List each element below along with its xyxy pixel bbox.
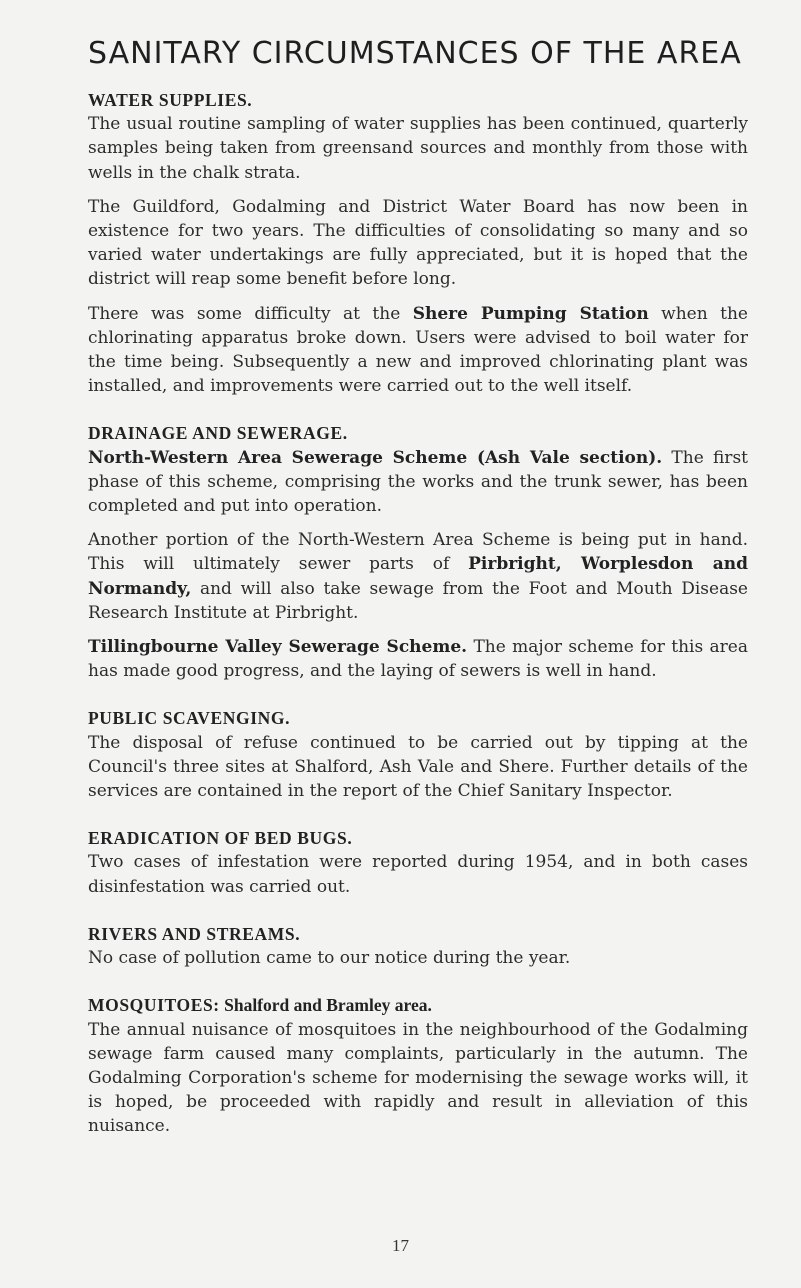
page-title: SANITARY CIRCUMSTANCES OF THE AREA [88, 36, 742, 71]
paragraph-shere-pumping [88, 302, 748, 399]
paragraph-ash-vale-scheme [88, 446, 748, 519]
text-fragment: The major scheme for this area has made good progress, and the laying of sewers is well in hand. [88, 637, 749, 682]
text-fragment: The first phase of this scheme, comprising the works and the trunk sewer, has been completed and put into operation. [88, 447, 748, 517]
section-mosquitoes [88, 993, 748, 1138]
heading-area: Shalford and Bramley area. [219, 995, 432, 1016]
document-body [88, 88, 748, 1139]
section-heading-public-scavenging: PUBLIC SCAVENGING. [88, 708, 291, 729]
text-fragment: and will also take sewage from the Foot and Mouth Disease Research Institute at Pirbright. [88, 578, 748, 623]
section-water-supplies [88, 88, 748, 398]
heading-main: MOSQUITOES: [88, 995, 220, 1016]
section-heading-water-supplies: WATER SUPPLIES. [88, 90, 253, 110]
paragraph-mosquito-nuisance: The annual nuisance of mosquitoes in the neighbourhood of the Godalming sewage farm caused many complaints, particularly in the autumn. The Godalming Corporation's scheme for modernising the sewage works will, it is hoped, be proceeded with rapidly and result in alleviation of this nuisance. [88, 1019, 748, 1137]
section-heading-mosquitoes [88, 993, 748, 1017]
text-fragment: There was some difficulty at the [88, 303, 413, 324]
page-number: 17 [392, 1236, 409, 1255]
section-drainage-sewerage [88, 421, 748, 683]
section-heading-drainage-sewerage: DRAINAGE AND SEWERAGE. [88, 423, 348, 444]
place-name-shere-pumping-station: Shere Pumping Station [412, 303, 649, 324]
paragraph-water-board: The Guildford, Godalming and District Water Board has now been in existence for two years. The difficulties of consolidating so many and so varied water undertakings are fully appreciated, but it is hoped that the district will reap some benefit before long. [88, 196, 748, 290]
paragraph-pollution: No case of pollution came to our notice during the year. [88, 948, 571, 969]
scheme-name-tillingbourne: Tillingbourne Valley Sewerage Scheme. [88, 637, 468, 658]
paragraph-refuse-disposal: The disposal of refuse continued to be carried out by tipping at the Council's three sites at Shalford, Ash Vale and Shere. Further details of the services are contained in the report of the Chief Sanitary Inspector. [88, 732, 748, 802]
paragraph-pirbright [88, 528, 748, 625]
paragraph-tillingbourne [88, 635, 748, 683]
section-public-scavenging [88, 706, 748, 803]
text-fragment: when the chlorinating apparatus broke down. Users were advised to boil water for the time being. Subsequently a new and improved chlorinating plant was installed, and improvements were carried out to the well itself. [88, 303, 748, 397]
paragraph-water-sampling: The usual routine sampling of water supplies has been continued, quarterly samples being taken from greensand sources and monthly from those with wells in the chalk strata. [88, 114, 748, 183]
text-fragment: Another portion of the North-Western Area Scheme is being put in hand. This will ultimately sewer parts of [88, 530, 748, 575]
section-heading-rivers-streams: RIVERS AND STREAMS. [88, 923, 301, 944]
paragraph-infestation: Two cases of infestation were reported during 1954, and in both cases disinfestation was carried out. [88, 852, 748, 897]
section-bed-bugs [88, 826, 748, 899]
section-rivers-streams [88, 922, 748, 970]
place-names-pirbright-worplesdon-normandy: Pirbright, Worplesdon and Normandy, [88, 554, 749, 599]
section-heading-bed-bugs: ERADICATION OF BED BUGS. [88, 828, 353, 849]
scheme-name-north-western: North-Western Area Sewerage Scheme (Ash Vale section). [88, 447, 663, 468]
